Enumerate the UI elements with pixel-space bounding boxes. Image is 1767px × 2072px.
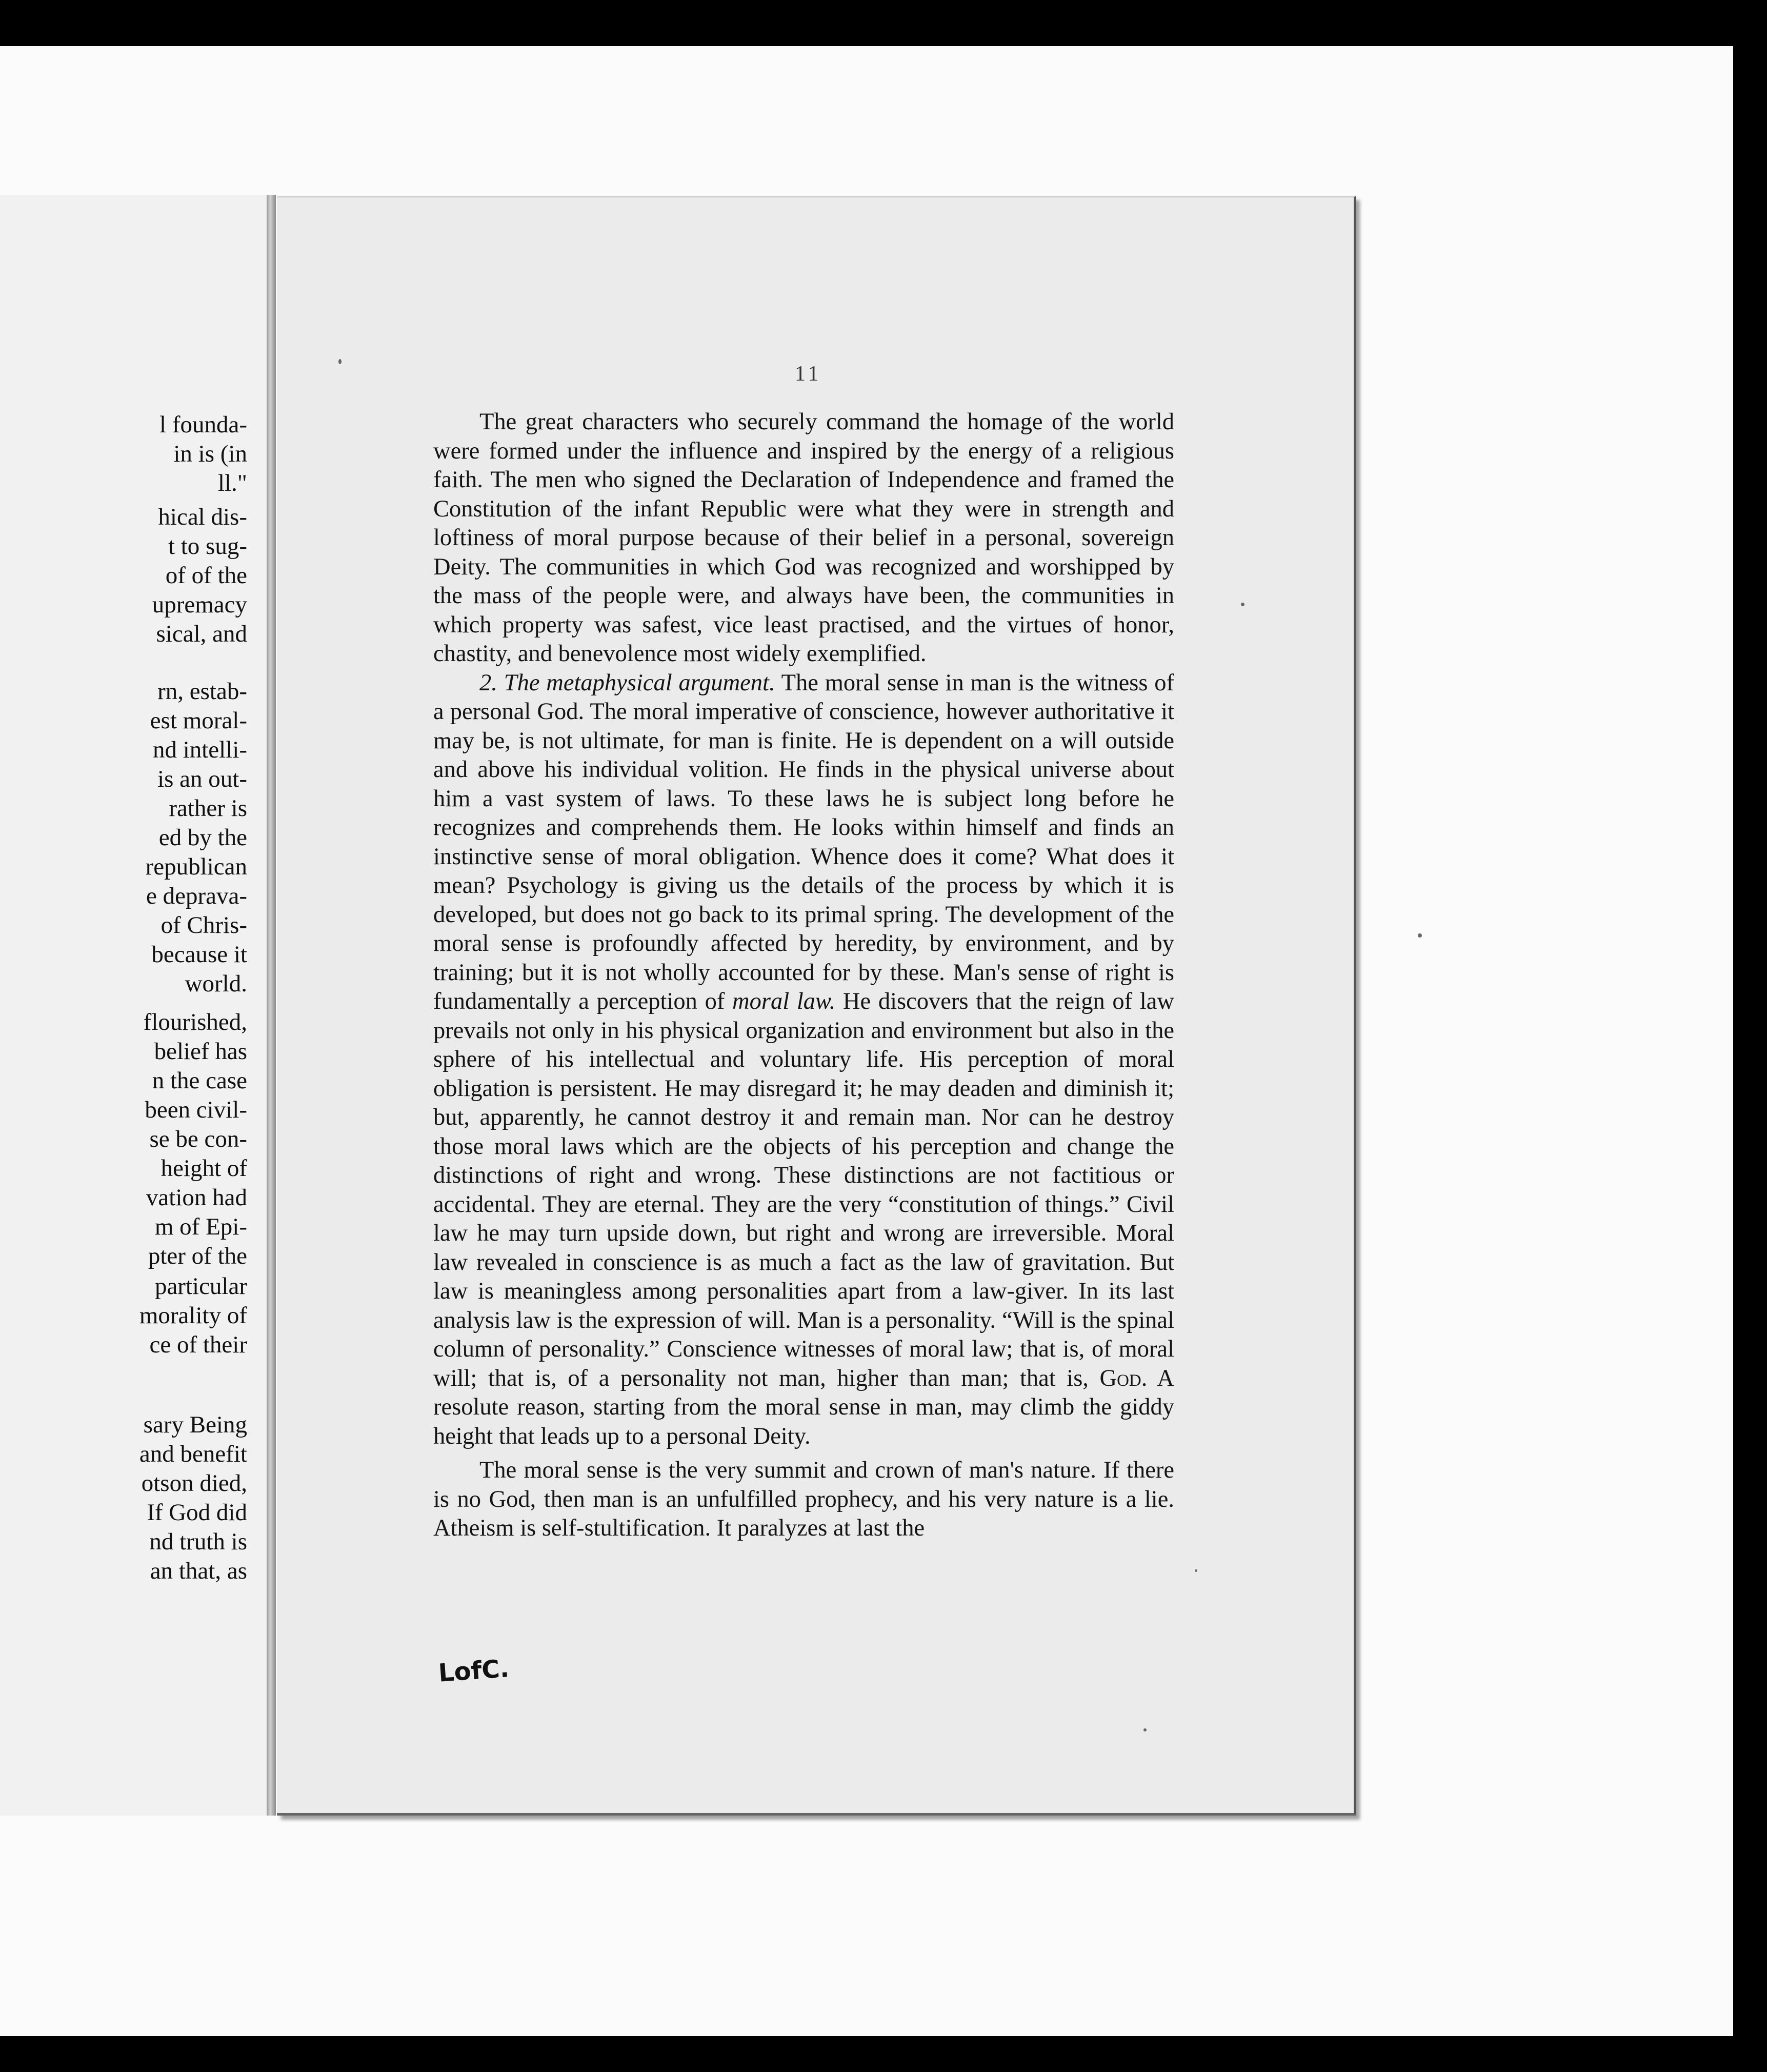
left-fragment-3: rn, estab- est moral- nd intelli- is an out- rather is ed by the republican e deprava- of Chris- because it world. (145, 678, 247, 997)
left-fragment-2: hical dis- t to sug- of of the upremacy sical, and (152, 504, 247, 647)
right-page (277, 196, 1356, 1816)
scan-speck (1195, 1569, 1197, 1572)
paragraph-1 (433, 408, 1174, 669)
scan-speck (1241, 603, 1244, 606)
left-page (0, 195, 267, 1816)
paragraph-2-text-c: A resolute reason, starting from the moral sense in man, may climb the giddy height that leads up to a personal Deity. (433, 1365, 1174, 1449)
paragraph-1-text: The great characters who securely command the homage of the world were formed under the influence and inspired by the energy of a religious faith. The men who signed the Declaration of Independence and framed the Constitution of the infant Republic were what they were in strength and loftiness of moral purpose because of their belief in a personal, sovereign Deity. The communities in which God was recognized and worshipped by the mass of the people were, and always have been, the communities in which property was safest, vice least practised, and the virtues of honor, chastity, and benevolence most widely exemplified. (433, 409, 1174, 667)
section-heading-metaphysical: 2. The metaphysical argument. (479, 669, 775, 696)
scan-speck (1418, 933, 1422, 938)
smallcaps-god: God. (1099, 1365, 1148, 1391)
paragraph-2-text-b: He discovers that the reign of law prevails not only in his physical organization and environment but also in the sphere of his intellectual and voluntary life. His perception of moral obligation is persistent. He may disregard it; he may deaden and diminish it; but, apparently, he cannot destroy it and remain man. Nor can he destroy those moral laws which are the objects of his perception and change the distinctions of right and wrong. These distinctions are not factitious or accidental. They are eternal. They are the very “constitution of things.” Civil law he may turn upside down, but right and wrong are irreversible. Moral law revealed in conscience is as much a fact as the law of gravitation. But law is meaningless among personalities apart from a law-giver. In its last analysis law is the expression of will. Man is a personality. “Will is the spinal column of personality.” Conscience witnesses of moral law; that is, of moral will; that is, of a personality not man, higher than man; that is, (433, 988, 1174, 1391)
library-stamp: LofC. (437, 1654, 510, 1688)
left-fragment-5: particular morality of ce of their (139, 1273, 247, 1358)
scan-edge (1733, 46, 1767, 2036)
left-fragment-4: flourished, belief has n the case been civil- se be con- height of vation had m of Epi- pter of the (143, 1009, 247, 1269)
paragraph-3 (433, 1456, 1174, 1543)
scan-speck (338, 359, 342, 364)
paragraph-2 (433, 669, 1174, 1451)
paragraph-3-text: The moral sense is the very summit and crown of man's nature. If there is no God, then man is an unfulfilled prophecy, and his very nature is a lie. Atheism is self-stultification. It paralyzes at last the (433, 1457, 1174, 1541)
paragraph-2-text-a: The moral sense in man is the witness of a personal God. The moral imperative of conscience, however authoritative it may be, is not ultimate, for man is finite. He is dependent on a will outside and above his individual volition. He finds in the physical universe about him a vast system of laws. To these laws he is subject long before he recognizes and comprehends them. He looks within himself and finds an instinctive sense of moral obligation. Whence does it come? What does it mean? Psychology is giving us the details of the process by which it is developed, but does not go back to its primal spring. The development of the moral sense is profoundly affected by heredity, by environment, and by training; but it is not wholly accounted for by these. Man's sense of right is fundamentally a perception of (433, 669, 1174, 1014)
body-text (433, 408, 1174, 1543)
book-gutter (267, 195, 276, 1816)
left-fragment-6: sary Being and benefit otson died, If God did nd truth is an that, as (139, 1411, 247, 1584)
emphasis-moral-law: moral law. (732, 988, 836, 1014)
page-number: 11 (795, 362, 822, 386)
left-fragment-1: l founda- in is (in ll." (159, 411, 247, 496)
scan-speck (1143, 1728, 1147, 1731)
